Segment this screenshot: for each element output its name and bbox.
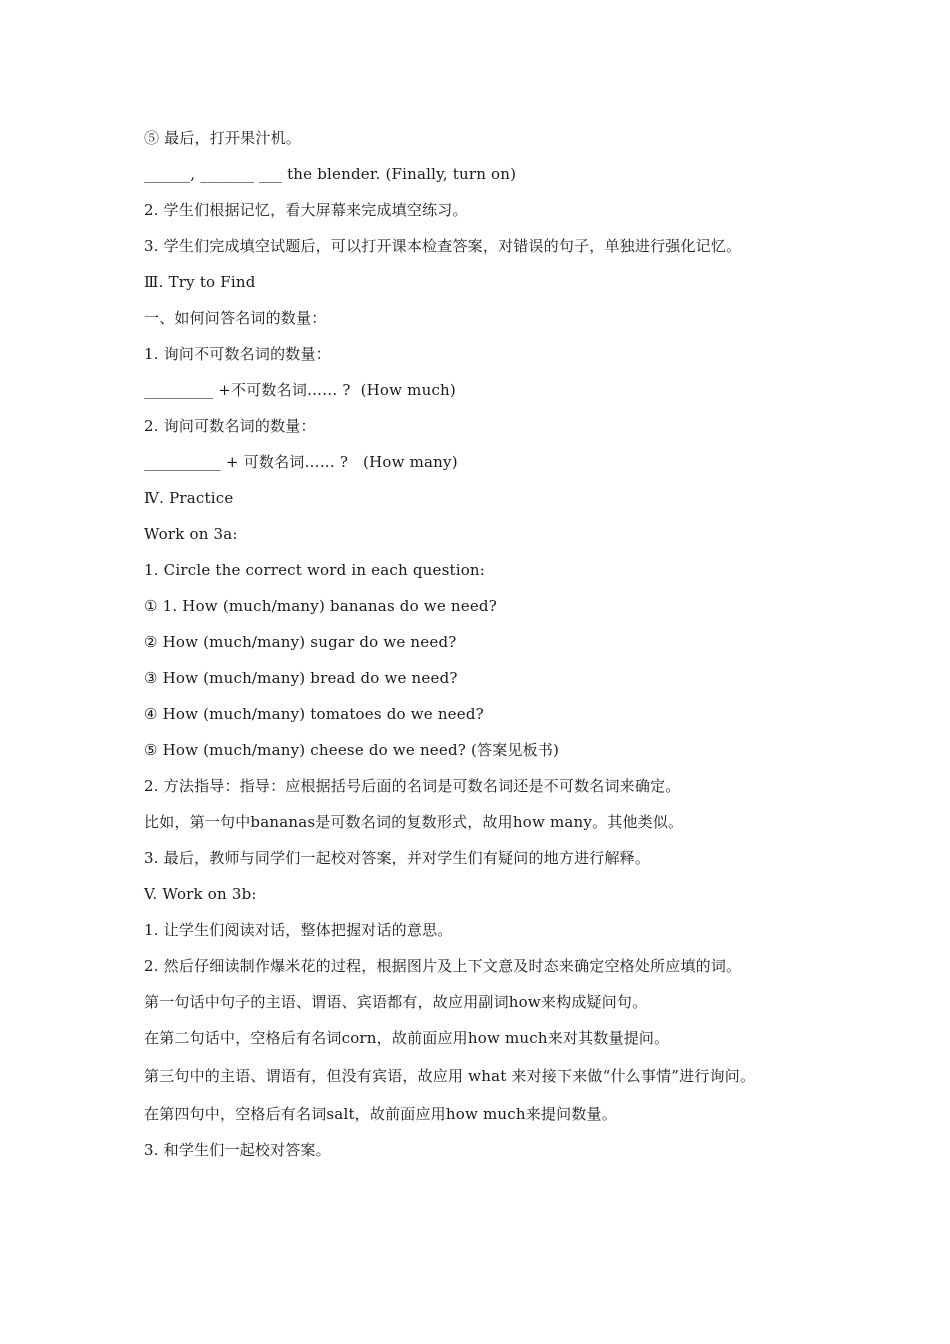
sentence-1-explanation: 第一句话中句子的主语、谓语、宾语都有，故应用副词how来构成疑问句。 (144, 993, 648, 1011)
sentence-2-explanation: 在第二句话中，空格后有名词corn，故前面应用how much来对其数量提问。 (144, 1029, 670, 1047)
question-1: ① 1. How (much/many) bananas do we need? (144, 597, 497, 615)
countable-question-label: 2. 询问可数名词的数量： (144, 417, 316, 435)
question-2: ② How (much/many) sugar do we need? (144, 633, 457, 651)
instruction-3: 3. 学生们完成填空试题后，可以打开课本检查答案，对错误的句子，单独进行强化记忆。 (144, 237, 742, 255)
step-5-chinese: ⑤ 最后，打开果汁机。 (144, 129, 301, 147)
sentence-3-explanation: 第三句中的主语、谓语有，但没有宾语，故应用 what 来对接下来做“什么事情”进行询问。 (144, 1067, 756, 1085)
method-guide: 2. 方法指导：指导：应根据括号后面的名词是可数名词还是不可数名词来确定。 (144, 777, 681, 795)
section-iv-heading: Ⅳ. Practice (144, 489, 234, 507)
subsection-heading: 一、如何问答名词的数量： (144, 309, 327, 327)
section-v-heading: V. Work on 3b: (144, 885, 257, 903)
section-iii-heading: Ⅲ. Try to Find (144, 273, 256, 291)
instruction-2: 2. 学生们根据记忆，看大屏幕来完成填空练习。 (144, 201, 468, 219)
countable-question-pattern: __________ + 可数名词…… ? (How many) (144, 453, 458, 471)
uncountable-question-pattern: _________ +不可数名词…… ? (How much) (144, 381, 456, 399)
check-answers-3b: 3. 和学生们一起校对答案。 (144, 1141, 331, 1159)
popcorn-process: 2. 然后仔细读制作爆米花的过程，根据图片及上下文意及时态来确定空格处所应填的词。 (144, 957, 742, 975)
step-5-fill-blank: ______, _______ ___ the blender. (Finally, turn on) (144, 165, 517, 183)
question-4: ④ How (much/many) tomatoes do we need? (144, 705, 484, 723)
check-answers-3a: 3. 最后，教师与同学们一起校对答案，并对学生们有疑问的地方进行解释。 (144, 849, 651, 867)
method-example: 比如，第一句中bananas是可数名词的复数形式，故用how many。其他类似。 (144, 813, 684, 831)
question-5: ⑤ How (much/many) cheese do we need? (答案见板书) (144, 741, 560, 759)
question-3: ③ How (much/many) bread do we need? (144, 669, 458, 687)
work-on-3a: Work on 3a: (144, 525, 238, 543)
document-body (144, 120, 814, 1168)
circle-instruction: 1. Circle the correct word in each question: (144, 561, 486, 579)
sentence-4-explanation: 在第四句中，空格后有名词salt，故前面应用how much来提问数量。 (144, 1105, 617, 1123)
uncountable-question-label: 1. 询问不可数名词的数量： (144, 345, 331, 363)
read-dialogue: 1. 让学生们阅读对话，整体把握对话的意思。 (144, 921, 453, 939)
